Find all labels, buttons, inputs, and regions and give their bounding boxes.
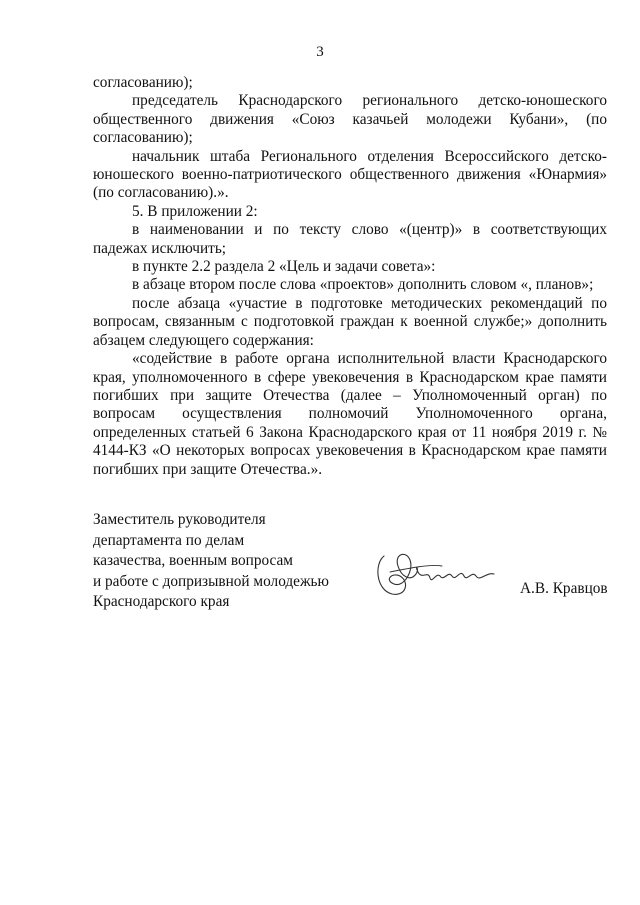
signatory-title-line: и работе с допризывной молодежью xyxy=(93,572,329,590)
paragraph: начальник штаба Регионального отделения Всероссийского детско-юношеского военно-патриотического общественного движения «Юнармия» (по согласованию).». xyxy=(93,147,607,202)
paragraph: «содействие в работе органа исполнительной власти Краснодарского края, уполномоченного в сфере увековечения в Краснодарском крае памяти погибших при защите Отечества (далее – Уполномоченный орган) по вопросам осуществления полномочий Уполномоченного органа, определенных статьей 6 Закона Краснодарского края от 11 ноября 2019 г. № 4144-КЗ «О некоторых вопросах увековечения в Краснодарском крае памяти погибших при защите Отечества.». xyxy=(93,350,607,478)
paragraph: согласованию); xyxy=(93,74,193,91)
paragraph: в абзаце втором после слова «проектов» дополнить словом «, планов»; xyxy=(132,276,594,294)
handwritten-signature xyxy=(370,542,500,602)
paragraph: в пункте 2.2 раздела 2 «Цель и задачи совета»: xyxy=(132,258,436,276)
signatory-title-line: Заместитель руководителя xyxy=(93,511,266,528)
paragraph: 5. В приложении 2: xyxy=(132,202,258,220)
signatory-title xyxy=(93,510,329,613)
paragraph: после абзаца «участие в подготовке методических рекомендаций по вопросам, связанным с подготовкой граждан к военной службе;» дополнить абзацем следующего содержания: xyxy=(93,294,607,349)
signatory-name: А.В. Кравцов xyxy=(520,580,608,597)
document-body xyxy=(93,74,607,479)
signatory-title-line: Краснодарского края xyxy=(93,593,230,610)
signatory-title-line: казачества, военным вопросам xyxy=(93,552,293,569)
paragraph: председатель Краснодарского регионального детско-юношеского общественного движения «Союз казачьей молодежи Кубани», (по согласованию); xyxy=(93,92,607,147)
signatory-title-line: департамента по делам xyxy=(93,531,245,549)
page-number: 3 xyxy=(316,44,324,60)
paragraph: в наименовании и по тексту слово «(центр)» в соответствующих падежах исключить; xyxy=(93,221,607,257)
